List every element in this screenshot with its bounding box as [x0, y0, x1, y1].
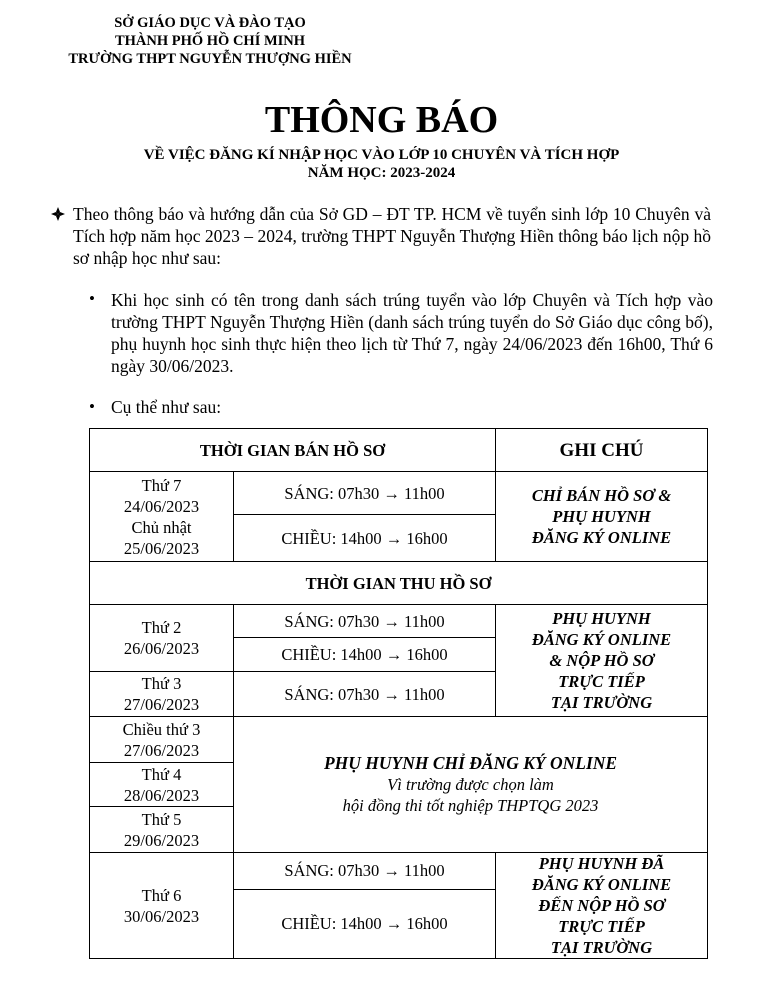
day-label: Chủ nhật — [131, 517, 192, 537]
day-label: Chiều thứ 3 — [122, 719, 201, 739]
day-label: Thứ 5 — [141, 809, 182, 829]
afternoon-slot: CHIỀU: 14h00 → 16h00 — [234, 638, 496, 672]
morning-slot: SÁNG: 07h30 → 11h00 — [234, 472, 496, 515]
tuesday-cell — [90, 672, 234, 717]
subtitle-line-1: VỀ VIỆC ĐĂNG KÍ NHẬP HỌC VÀO LỚP 10 CHUYÊN VÀ TÍCH HỢP — [143, 147, 620, 163]
bullet-paragraph-1: Khi học sinh có tên trong danh sách trúng tuyển vào lớp Chuyên và Tích hợp vào trường THPT Nguyễn Thượng Hiền (danh sách trúng tuyển do Sở Giáo dục công bố), phụ huynh học sinh thực hiện theo lịch từ Thứ 7, ngày 24/06/2023 đến 16h00, Thứ 6 ngày 30/06/2023. — [111, 290, 713, 376]
date-label: 27/06/2023 — [123, 740, 200, 760]
note-line: TẠI TRƯỜNG — [550, 938, 653, 957]
header-sale-time: THỜI GIAN BÁN HỒ SƠ — [90, 429, 496, 472]
table-row — [90, 717, 708, 763]
day-label: Thứ 6 — [141, 885, 182, 905]
date-label: 29/06/2023 — [123, 830, 200, 850]
note-line: PHỤ HUYNH — [552, 507, 651, 526]
document-title: THÔNG BÁO — [264, 99, 499, 141]
date-label: 26/06/2023 — [123, 639, 200, 658]
day-label: Thứ 2 — [141, 618, 182, 637]
table-row — [90, 853, 708, 890]
day-label: Thứ 7 — [141, 475, 182, 495]
header-line-1: SỞ GIÁO DỤC VÀ ĐÀO TẠO — [114, 15, 306, 31]
date-label: 27/06/2023 — [123, 695, 200, 714]
note-line: PHỤ HUYNH CHỈ ĐĂNG KÝ ONLINE — [323, 753, 618, 773]
day-label: Thứ 4 — [141, 764, 182, 784]
intro-paragraph: Theo thông báo và hướng dẫn của Sở GD – ĐT TP. HCM về tuyển sinh lớp 10 Chuyên và Tích hợp năm học 2023 – 2024, trường THPT Nguyễn Thượng Hiền thông báo lịch nộp hồ sơ nhập học như sau: — [73, 204, 711, 268]
wednesday-cell — [90, 763, 234, 807]
document-subtitle — [0, 146, 763, 182]
note-line: ĐĂNG KÝ ONLINE — [531, 630, 672, 649]
bullet-dot-icon: • — [89, 397, 95, 416]
table-row — [90, 562, 708, 605]
date-label: 25/06/2023 — [123, 538, 200, 558]
note-line: CHỈ BÁN HỒ SƠ & — [531, 486, 672, 505]
note-line: TRỰC TIẾP — [558, 917, 645, 936]
note-collection — [496, 605, 708, 717]
note-line: Vì trường được chọn làm — [387, 775, 554, 794]
day-label: Thứ 3 — [141, 674, 182, 693]
subtitle-line-2: NĂM HỌC: 2023-2024 — [307, 165, 456, 181]
header-line-3: TRƯỜNG THPT NGUYỄN THƯỢNG HIỀN — [68, 51, 352, 67]
morning-slot: SÁNG: 07h30 → 11h00 — [234, 605, 496, 638]
table-row — [90, 605, 708, 638]
bullet-paragraph-2: Cụ thể như sau: — [111, 397, 222, 417]
header-notes: GHI CHÚ — [496, 429, 708, 472]
table-row — [90, 472, 708, 515]
header-collection-time: THỜI GIAN THU HỒ SƠ — [90, 562, 708, 605]
note-line: ĐĂNG KÝ ONLINE — [531, 528, 672, 547]
morning-slot: SÁNG: 07h30 → 11h00 — [234, 853, 496, 890]
note-friday — [496, 853, 708, 959]
note-line: TẠI TRƯỜNG — [550, 693, 653, 712]
friday-cell — [90, 853, 234, 959]
table-row — [90, 429, 708, 472]
date-label: 30/06/2023 — [123, 906, 200, 926]
note-line: ĐẾN NỘP HỒ SƠ — [538, 896, 665, 915]
note-line: hội đồng thi tốt nghiệp THPTQG 2023 — [342, 796, 599, 815]
afternoon-slot: CHIỀU: 14h00 → 16h00 — [234, 515, 496, 562]
diamond-bullet-icon — [50, 206, 66, 222]
weekend-cell — [90, 472, 234, 562]
header-line-2: THÀNH PHỐ HỒ CHÍ MINH — [114, 33, 306, 49]
bullet-dot-icon: • — [89, 289, 95, 308]
date-label: 28/06/2023 — [123, 785, 200, 805]
date-label: 24/06/2023 — [123, 496, 200, 516]
afternoon-slot: CHIỀU: 14h00 → 16h00 — [234, 889, 496, 958]
online-only-note — [234, 717, 708, 853]
morning-slot: SÁNG: 07h30 → 11h00 — [234, 672, 496, 717]
note-line: ĐĂNG KÝ ONLINE — [531, 875, 672, 894]
note-line: PHỤ HUYNH ĐÃ — [538, 854, 665, 873]
note-line: PHỤ HUYNH — [552, 609, 651, 628]
tuesday-afternoon-cell — [90, 717, 234, 763]
thursday-cell — [90, 807, 234, 853]
note-line: TRỰC TIẾP — [558, 672, 645, 691]
note-sale — [496, 472, 708, 562]
monday-cell — [90, 605, 234, 672]
schedule-table — [89, 428, 708, 959]
note-line: & NỘP HỒ SƠ — [549, 651, 654, 670]
agency-header — [50, 14, 370, 68]
